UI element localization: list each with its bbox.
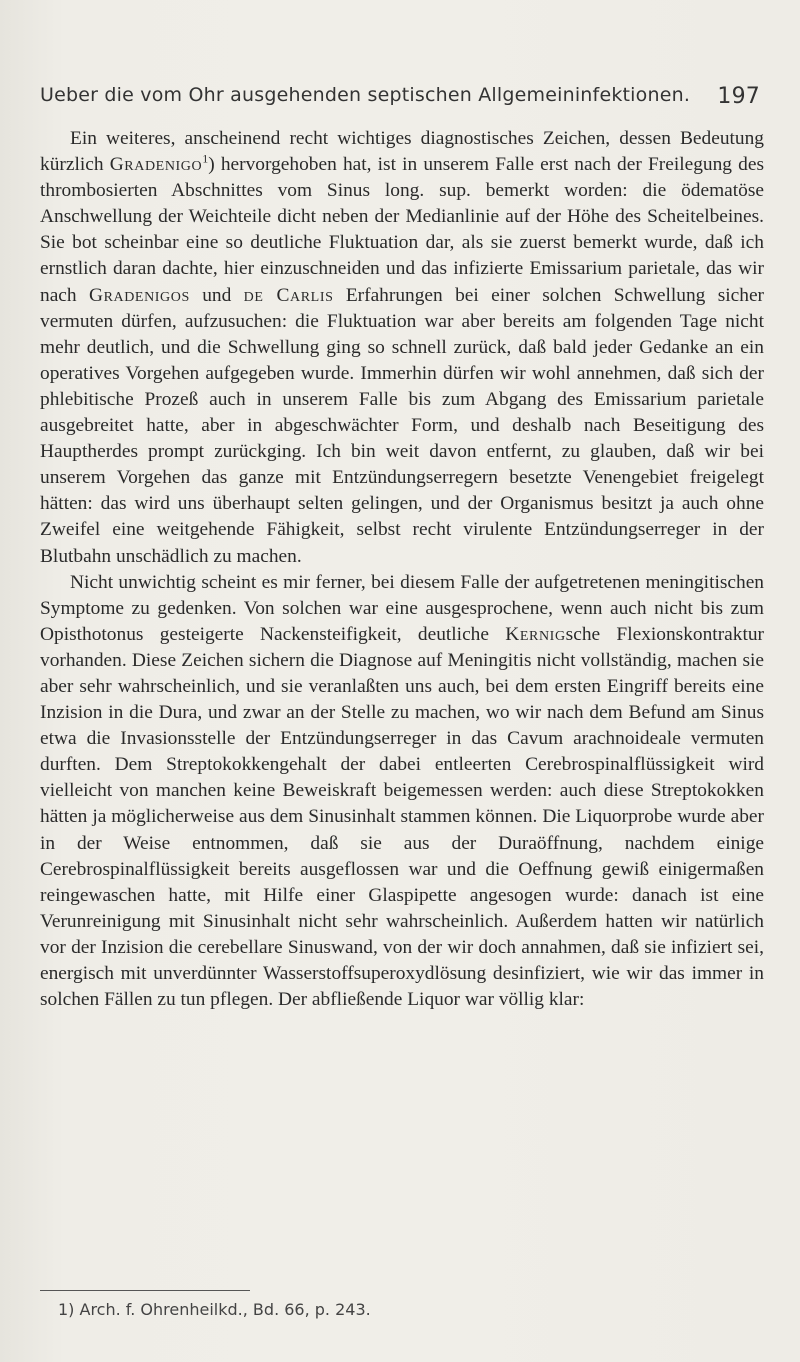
author-name: Gradenigos [88,284,190,306]
footnote-marker: 1 [202,151,209,166]
footnote-divider [40,1290,250,1291]
text-run: Erfahrungen bei einer solchen Schwellung sicher vermuten dürfen, aufzusuchen: die Fluktuation war aber bereits am folgenden Tage nicht mehr deutlich, und die Schwellung ging so schnell zurück, daß bald jeder Gedanke an ein operatives Vorgehen aufgegeben wurde. Immerhin dürfen wir wohl annehmen, daß sich der phlebitische Prozeß auch in unserem Falle bis zum Abgang des Emissarium parietale ausgebreitet hatte, aber in abgeschwächter Form, und deshalb nach Beseitigung des Hauptherdes prompt zurückging. Ich bin weit davon entfernt, zu glauben, daß wir bei unserem Vorgehen das ganze mit Entzündungserregern besetzte Venengebiet freigelegt hätten: das wird uns überhaupt selten gelingen, und der Organismus besitzt ja auch ohne Zweifel eine weitgehende Fähigkeit, selbst recht virulente Entzündungserreger in der Blutbahn unschädlich zu machen. [40,284,765,567]
text-run: Ein weiteres, anscheinend recht wichtiges diagnostisches Zeichen, dessen Bedeutung kürzlich [40,128,764,176]
author-name: Kernig [505,623,566,645]
page-number: 197 [717,84,760,109]
text-run: Nicht unwichtig scheint es mir ferner, bei diesem Falle der aufgetretenen meningitischen Symptome zu gedenken. Von solchen war eine ausgesprochene, wenn auch nicht bis zum Opisthotonus gesteigerte Nackensteifigkeit, deutliche [40,571,764,645]
paragraph-1 [40,126,764,570]
body-text [40,126,764,1013]
footnote: 1) Arch. f. Ohrenheilkd., Bd. 66, p. 243. [58,1300,371,1319]
paragraph-2 [40,570,764,1014]
author-name: Gradenigo [109,154,203,176]
text-run: sche Flexionskontraktur vorhanden. Diese Zeichen sichern die Diagnose auf Meningitis nicht vollständig, machen sie aber sehr wahrscheinlich, und sie veranlaßten uns auch, bei dem ersten Eingriff bereits eine Inzision in die Dura, und zwar an der Stelle zu machen, wo wir nach dem Befund am Sinus etwa die Invasionsstelle der Entzündungserreger in das Cavum arachnoideale vermuten durften. Dem Streptokokkengehalt der dabei entleerten Cerebrospinalflüssigkeit wird vielleicht von manchen keine Beweiskraft beigemessen werden: auch diese Streptokokken hätten ja möglicherweise aus dem Sinusinhalt stammen können. Die Liquorprobe wurde aber in der Weise entnommen, daß sie aus der Duraöffnung, nachdem einige Cerebrospinalflüssigkeit bereits ausgeflossen war und die Oeffnung gewiß einigermaßen reingewaschen hatte, mit Hilfe einer Glaspipette angesogen wurde: danach ist eine Verunreinigung mit Sinusinhalt nicht sehr wahrscheinlich. Außerdem hatten wir natürlich vor der Inzision die cerebellare Sinuswand, von der wir doch annahmen, daß sie infiziert sei, energisch mit unverdünnter Wasserstoffsuperoxydlösung desinfiziert, wie wir das immer in solchen Fällen zu tun pflegen. Der abfließende Liquor war völlig klar: [40,623,764,1011]
running-head [40,84,760,109]
text-run: ) hervorgehoben hat, ist in unserem Falle erst nach der Freilegung des thrombosierten Abschnittes vom Sinus long. sup. bemerkt worden: die ödematöse Anschwellung der Weichteile dicht neben der Medianlinie auf der Höhe des Scheitelbeines. Sie bot scheinbar eine so deutliche Fluktuation dar, als sie zuerst bemerkt wurde, daß ich ernstlich daran dachte, hier einzuschneiden und das infizierte Emissarium parietale, das wir nach [40,154,764,306]
running-title: Ueber die vom Ohr ausgehenden septischen Allgemeininfektionen. [40,84,691,106]
text-run: und [189,284,244,306]
author-name: de Carlis [243,284,334,306]
